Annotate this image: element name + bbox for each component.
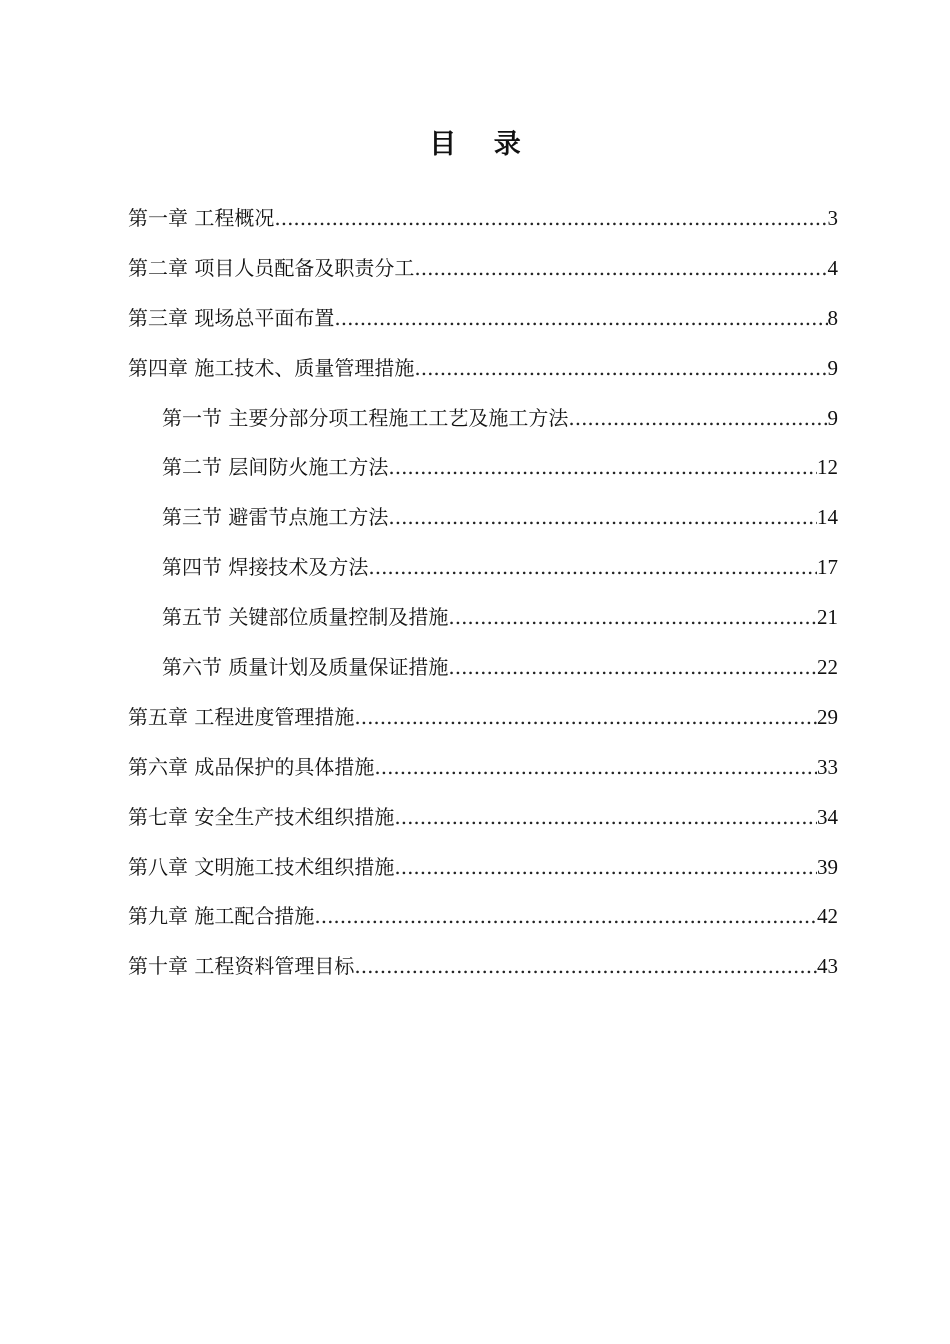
toc-subentry[interactable] bbox=[128, 443, 838, 493]
toc-entry-label: 第四节 焊接技术及方法 bbox=[162, 555, 369, 580]
toc-entry[interactable] bbox=[128, 344, 838, 394]
toc-leader-dots bbox=[568, 394, 827, 444]
toc-entry-label: 第九章 施工配合措施 bbox=[128, 904, 315, 929]
toc-entry-page: 14 bbox=[817, 505, 838, 530]
toc-entry-page: 39 bbox=[817, 854, 838, 879]
toc-subentry[interactable] bbox=[128, 543, 838, 593]
toc-entry-page: 34 bbox=[817, 804, 838, 829]
toc-leader-dots bbox=[314, 892, 817, 942]
toc-entry-page: 9 bbox=[827, 355, 838, 380]
toc-leader-dots bbox=[374, 743, 817, 793]
toc-entry-page: 8 bbox=[827, 305, 838, 330]
toc-subentry[interactable] bbox=[128, 643, 838, 693]
toc-entry-page: 43 bbox=[817, 954, 838, 979]
toc-leader-dots bbox=[274, 194, 827, 244]
toc-entry[interactable] bbox=[128, 244, 838, 294]
toc-entry-label: 第三节 避雷节点施工方法 bbox=[162, 505, 389, 530]
toc-entry[interactable] bbox=[128, 793, 838, 843]
toc-leader-dots bbox=[448, 593, 817, 643]
toc-entry-label: 第七章 安全生产技术组织措施 bbox=[128, 804, 395, 829]
toc-leader-dots bbox=[388, 443, 817, 493]
toc-entry-label: 第二节 层间防火施工方法 bbox=[162, 455, 389, 480]
toc-entry-page: 4 bbox=[827, 255, 838, 280]
toc-subentry[interactable] bbox=[128, 394, 838, 444]
toc-leader-dots bbox=[354, 942, 817, 992]
toc-entry-label: 第六节 质量计划及质量保证措施 bbox=[162, 655, 449, 680]
toc-entry-label: 第三章 现场总平面布置 bbox=[128, 305, 335, 330]
toc-title: 目 录 bbox=[429, 129, 535, 160]
toc-entry-label: 第五章 工程进度管理措施 bbox=[128, 704, 355, 729]
toc-subentry[interactable] bbox=[128, 593, 838, 643]
toc-leader-dots bbox=[388, 493, 817, 543]
toc-entry-label: 第二章 项目人员配备及职责分工 bbox=[128, 255, 415, 280]
toc-leader-dots bbox=[394, 793, 817, 843]
toc-entry-label: 第一节 主要分部分项工程施工工艺及施工方法 bbox=[162, 405, 569, 430]
toc-entry-page: 17 bbox=[817, 555, 838, 580]
toc-entry-label: 第十章 工程资料管理目标 bbox=[128, 954, 355, 979]
toc-entry-page: 21 bbox=[817, 605, 838, 630]
toc-entry[interactable] bbox=[128, 892, 838, 942]
toc-entry[interactable] bbox=[128, 693, 838, 743]
toc-leader-dots bbox=[368, 543, 817, 593]
toc-leader-dots bbox=[414, 244, 827, 294]
toc-list bbox=[128, 194, 838, 992]
toc-entry-page: 42 bbox=[817, 904, 838, 929]
toc-entry[interactable] bbox=[128, 743, 838, 793]
toc-entry-label: 第一章 工程概况 bbox=[128, 206, 275, 230]
toc-entry-label: 第八章 文明施工技术组织措施 bbox=[128, 854, 395, 879]
toc-entry-page: 12 bbox=[817, 455, 838, 480]
toc-entry-label: 第五节 关键部位质量控制及措施 bbox=[162, 605, 449, 630]
toc-entry[interactable] bbox=[128, 843, 838, 893]
toc-entry-page: 9 bbox=[827, 405, 838, 430]
toc-leader-dots bbox=[394, 843, 817, 893]
toc-entry[interactable] bbox=[128, 942, 838, 992]
toc-entry-label: 第六章 成品保护的具体措施 bbox=[128, 754, 375, 779]
toc-leader-dots bbox=[334, 294, 827, 344]
toc-entry-page: 22 bbox=[817, 655, 838, 680]
toc-subentry[interactable] bbox=[128, 493, 838, 543]
toc-leader-dots bbox=[354, 693, 817, 743]
toc-leader-dots bbox=[414, 344, 827, 394]
toc-entry-page: 33 bbox=[817, 754, 838, 779]
toc-entry[interactable] bbox=[128, 194, 838, 244]
toc-entry-label: 第四章 施工技术、质量管理措施 bbox=[128, 355, 415, 380]
toc-leader-dots bbox=[448, 643, 817, 693]
toc-entry-page: 3 bbox=[827, 206, 838, 230]
toc-entry-page: 29 bbox=[817, 704, 838, 729]
toc-entry[interactable] bbox=[128, 294, 838, 344]
